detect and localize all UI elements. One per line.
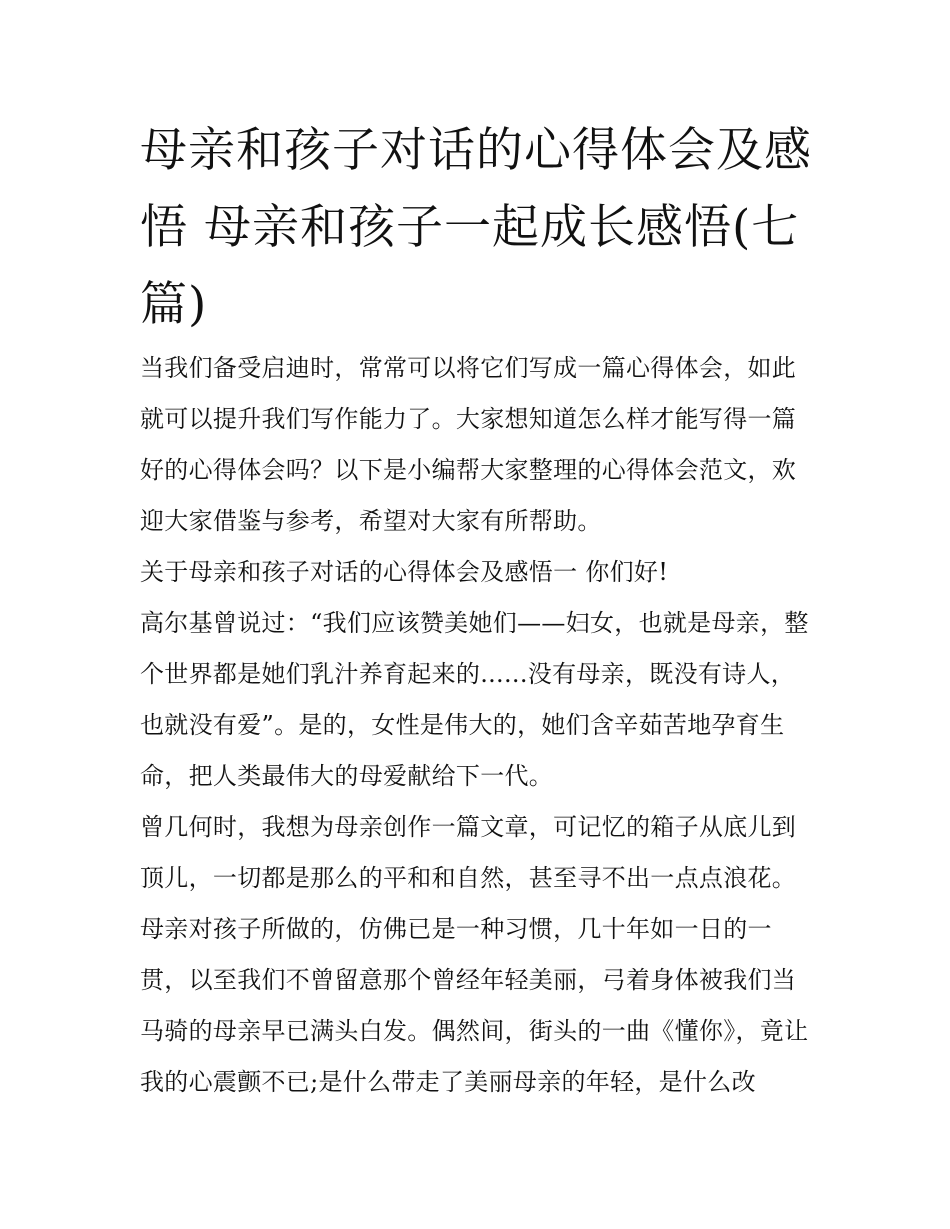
paragraph-intro: 当我们备受启迪时，常常可以将它们写成一篇心得体会，如此就可以提升我们写作能力了。大家想知道怎么样才能写得一篇好的心得体会吗？以下是小编帮大家整理的心得体会范文，欢迎大家借鉴与参考，希望对大家有所帮助。 xyxy=(140,354,797,535)
document-body xyxy=(140,343,815,1108)
paragraph-gorky-quote: 高尔基曾说过：“我们应该赞美她们——妇女，也就是母亲，整个世界都是她们乳汁养育起来的......没有母亲，既没有诗人，也就没有爱”。是的，女性是伟大的，她们含辛茹苦地孕育生命，把人类最伟大的母爱献给下一代。 xyxy=(140,609,809,790)
document-page xyxy=(140,112,815,1108)
document-title: 母亲和孩子对话的心得体会及感悟 母亲和孩子一起成长感悟(七篇) xyxy=(140,123,812,332)
paragraph-memory: 曾几何时，我想为母亲创作一篇文章，可记忆的箱子从底儿到顶儿，一切都是那么的平和和自然，甚至寻不出一点点浪花。母亲对孩子所做的，仿佛已是一种习惯，几十年如一日的一贯，以至我们不曾留意那个曾经年轻美丽，弓着身体被我们当马骑的母亲早已满头白发。偶然间，街头的一曲《懂你》，竟让我的心震颤不已;是什么带走了美丽母亲的年轻，是什么改 xyxy=(140,813,809,1096)
paragraph-section-heading: 关于母亲和孩子对话的心得体会及感悟一 你们好! xyxy=(140,558,669,586)
